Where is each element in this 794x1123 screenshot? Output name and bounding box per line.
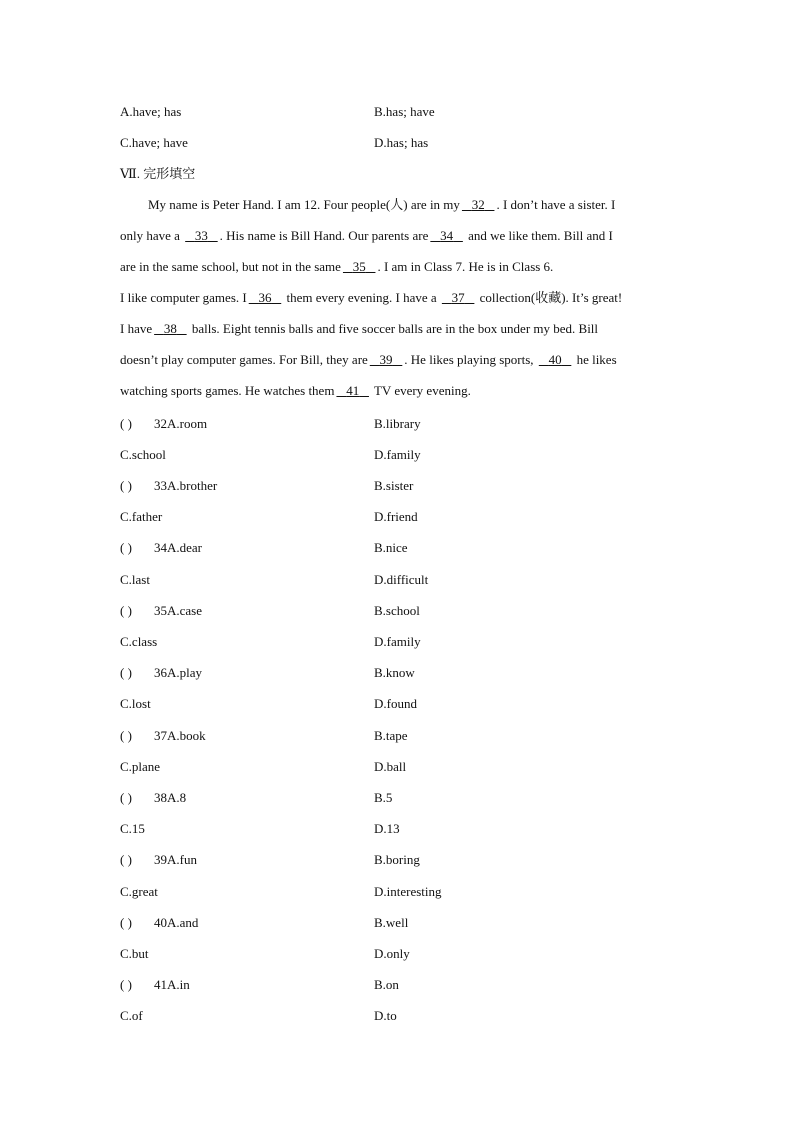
option-d: D.only xyxy=(374,946,410,961)
option-c: C.plane xyxy=(120,759,161,774)
passage-text: are in the same school, but not in the same xyxy=(120,259,341,274)
answer-paren: ( ) xyxy=(120,540,132,555)
question-38-row-2 xyxy=(120,819,680,839)
question-41-row-2 xyxy=(120,1006,680,1026)
blank-39: 39 xyxy=(379,352,393,367)
option-c: C.15 xyxy=(120,821,145,836)
question-37-row-1 xyxy=(120,726,680,746)
question-35-row-1 xyxy=(120,601,680,621)
option-c: C.school xyxy=(120,447,166,462)
question-34-row-2 xyxy=(120,570,680,590)
option-c: C.class xyxy=(120,634,158,649)
passage-text: I like computer games. I xyxy=(120,290,247,305)
passage-text: watching sports games. He watches them xyxy=(120,383,335,398)
blank-38: 38 xyxy=(163,321,177,336)
option-b: B.know xyxy=(374,665,415,680)
answer-paren: ( ) xyxy=(120,603,132,618)
passage-text: only have a xyxy=(120,228,184,243)
passage-line-7 xyxy=(120,381,471,401)
option-c: C.of xyxy=(120,1008,143,1023)
question-39-row-2 xyxy=(120,882,680,902)
option-d: D.family xyxy=(374,447,421,462)
question-33-row-1 xyxy=(120,476,680,496)
question-number: 37 xyxy=(154,728,167,743)
passage-text: them every evening. I have a xyxy=(283,290,440,305)
option-c: C.lost xyxy=(120,696,151,711)
option-b: B.on xyxy=(374,977,399,992)
option-c: C.great xyxy=(120,884,158,899)
question-number: 38 xyxy=(154,790,167,805)
passage-text: he likes xyxy=(573,352,617,367)
option-a: A.play xyxy=(167,665,203,680)
passage-text: balls. Eight tennis balls and five soccer balls are in the box under my bed. Bill xyxy=(188,321,599,336)
passage-text: My name is Peter Hand. I am 12. Four people(人) are in my xyxy=(148,197,460,212)
option-a: A.8 xyxy=(167,790,187,805)
option-d: D.has; has xyxy=(374,135,429,150)
option-b: B.nice xyxy=(374,540,408,555)
option-b: B.sister xyxy=(374,478,414,493)
question-number: 35 xyxy=(154,603,167,618)
option-a: A.case xyxy=(167,603,203,618)
answer-paren: ( ) xyxy=(120,478,132,493)
option-b: B.library xyxy=(374,416,421,431)
passage-text: and we like them. Bill and I xyxy=(464,228,613,243)
answer-paren: ( ) xyxy=(120,977,132,992)
answer-paren: ( ) xyxy=(120,915,132,930)
passage-line-1 xyxy=(148,195,615,215)
option-d: D.difficult xyxy=(374,572,429,587)
option-b: B.5 xyxy=(374,790,393,805)
top-options-row-1 xyxy=(120,102,680,122)
passage-text: . His name is Bill Hand. Our parents are xyxy=(219,228,429,243)
section-heading: Ⅶ. 完形填空 xyxy=(120,166,196,181)
question-number: 40 xyxy=(154,915,167,930)
question-number: 34 xyxy=(154,540,167,555)
option-b: B.tape xyxy=(374,728,408,743)
answer-paren: ( ) xyxy=(120,416,132,431)
question-number: 36 xyxy=(154,665,167,680)
question-number: 33 xyxy=(154,478,167,493)
passage-line-6 xyxy=(120,350,617,370)
option-d: D.found xyxy=(374,696,417,711)
answer-paren: ( ) xyxy=(120,852,132,867)
option-d: D.family xyxy=(374,634,421,649)
question-36-row-1 xyxy=(120,663,680,683)
question-number: 32 xyxy=(154,416,167,431)
blank-32: 32 xyxy=(471,197,485,212)
option-a: A.have; has xyxy=(120,104,182,119)
passage-text: . He likes playing sports, xyxy=(404,352,537,367)
question-35-row-2 xyxy=(120,632,680,652)
passage-text: TV every evening. xyxy=(370,383,471,398)
option-a: A.and xyxy=(167,915,199,930)
option-d: D.interesting xyxy=(374,884,442,899)
option-a: A.dear xyxy=(167,540,203,555)
question-38-row-1 xyxy=(120,788,680,808)
question-36-row-2 xyxy=(120,694,680,714)
option-c: C.last xyxy=(120,572,150,587)
answer-paren: ( ) xyxy=(120,728,132,743)
option-b: B.well xyxy=(374,915,409,930)
passage-line-5 xyxy=(120,319,598,339)
question-41-row-1 xyxy=(120,975,680,995)
option-c: C.father xyxy=(120,509,163,524)
passage-line-4 xyxy=(120,288,622,308)
option-a: A.book xyxy=(167,728,206,743)
question-40-row-1 xyxy=(120,913,680,933)
passage-text: . I don’t have a sister. I xyxy=(496,197,616,212)
question-37-row-2 xyxy=(120,757,680,777)
passage-text: . I am in Class 7. He is in Class 6. xyxy=(377,259,554,274)
question-39-row-1 xyxy=(120,850,680,870)
passage-text: I have xyxy=(120,321,153,336)
blank-35: 35 xyxy=(352,259,366,274)
option-b: B.school xyxy=(374,603,420,618)
option-a: A.brother xyxy=(167,478,218,493)
question-32-row-1 xyxy=(120,414,680,434)
option-b: B.boring xyxy=(374,852,420,867)
option-d: D.to xyxy=(374,1008,397,1023)
passage-text: collection(收藏). It’s great! xyxy=(476,290,623,305)
question-32-row-2 xyxy=(120,445,680,465)
passage-line-2 xyxy=(120,226,613,246)
question-number: 39 xyxy=(154,852,167,867)
option-d: D.friend xyxy=(374,509,418,524)
option-d: D.ball xyxy=(374,759,407,774)
question-33-row-2 xyxy=(120,507,680,527)
top-options-row-2 xyxy=(120,133,680,153)
question-number: 41 xyxy=(154,977,167,992)
option-c: C.but xyxy=(120,946,149,961)
option-d: D.13 xyxy=(374,821,400,836)
passage-line-3 xyxy=(120,257,553,277)
option-b: B.has; have xyxy=(374,104,435,119)
answer-paren: ( ) xyxy=(120,790,132,805)
blank-40: 40 xyxy=(548,352,562,367)
blank-33: 33 xyxy=(194,228,208,243)
option-a: A.fun xyxy=(167,852,197,867)
blank-41: 41 xyxy=(346,383,360,398)
blank-37: 37 xyxy=(451,290,465,305)
question-40-row-2 xyxy=(120,944,680,964)
answer-paren: ( ) xyxy=(120,665,132,680)
option-a: A.in xyxy=(167,977,190,992)
blank-34: 34 xyxy=(440,228,454,243)
option-c: C.have; have xyxy=(120,135,188,150)
option-a: A.room xyxy=(167,416,208,431)
blank-36: 36 xyxy=(258,290,272,305)
passage-text: doesn’t play computer games. For Bill, they are xyxy=(120,352,368,367)
question-34-row-1 xyxy=(120,538,680,558)
